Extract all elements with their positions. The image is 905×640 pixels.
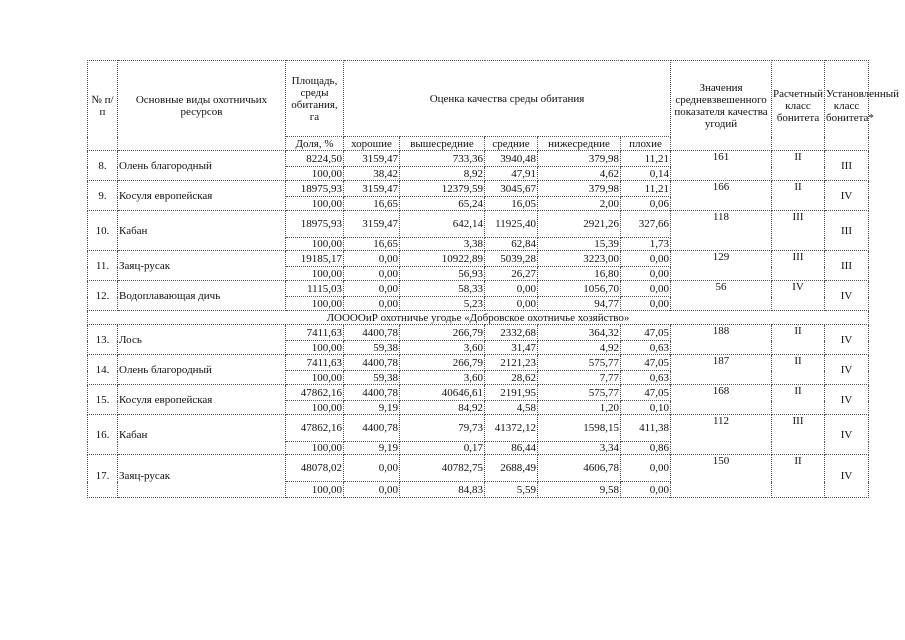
bonitet-table [87, 60, 900, 498]
quality-percent: 3,38 [400, 238, 485, 251]
quality-value: 3159,47 [344, 151, 400, 167]
row-area: 8224,50 [286, 151, 344, 167]
quality-percent: 0,17 [400, 442, 485, 455]
quality-percent: 47,91 [485, 167, 538, 181]
row-calc-class: III [772, 251, 825, 281]
row-share: 100,00 [286, 341, 344, 355]
row-weighted: 118 [671, 211, 772, 251]
row-species: Кабан [118, 415, 286, 455]
table-row [88, 211, 869, 238]
header-q2: вышесредние [400, 137, 485, 151]
table-row [88, 385, 869, 401]
quality-value: 379,98 [538, 151, 621, 167]
row-species: Заяц-русак [118, 251, 286, 281]
quality-percent: 9,19 [344, 442, 400, 455]
table-row [88, 355, 869, 371]
header-area: Площадь, среды обитания, га [286, 61, 344, 137]
row-num: 15. [88, 385, 118, 415]
row-set-class: III [825, 151, 869, 181]
header-q4: нижесредние [538, 137, 621, 151]
row-calc-class: II [772, 181, 825, 211]
quality-value: 11,21 [621, 181, 671, 197]
quality-percent: 5,59 [485, 482, 538, 498]
row-share: 100,00 [286, 238, 344, 251]
header-q1: хорошие [344, 137, 400, 151]
quality-value: 575,77 [538, 355, 621, 371]
quality-percent: 16,65 [344, 238, 400, 251]
table-row [88, 181, 869, 197]
table-row [88, 455, 869, 482]
quality-value: 1056,70 [538, 281, 621, 297]
quality-value: 2121,23 [485, 355, 538, 371]
quality-percent: 0,00 [344, 297, 400, 311]
quality-value: 79,73 [400, 415, 485, 442]
row-num: 10. [88, 211, 118, 251]
quality-percent: 0,63 [621, 341, 671, 355]
quality-value: 4400,78 [344, 415, 400, 442]
quality-value: 2921,26 [538, 211, 621, 238]
quality-percent: 0,10 [621, 401, 671, 415]
row-set-class: III [825, 211, 869, 251]
row-calc-class: II [772, 455, 825, 498]
quality-percent: 0,00 [621, 482, 671, 498]
table-row [88, 251, 869, 267]
row-area: 47862,16 [286, 385, 344, 401]
quality-value: 12379,59 [400, 181, 485, 197]
quality-percent: 1,73 [621, 238, 671, 251]
row-weighted: 129 [671, 251, 772, 281]
quality-value: 411,38 [621, 415, 671, 442]
row-weighted: 188 [671, 325, 772, 355]
row-weighted: 166 [671, 181, 772, 211]
quality-percent: 15,39 [538, 238, 621, 251]
quality-percent: 0,00 [344, 482, 400, 498]
row-area: 18975,93 [286, 211, 344, 238]
row-set-class: IV [825, 355, 869, 385]
row-area: 48078,02 [286, 455, 344, 482]
header-quality: Оценка качества среды обитания [344, 61, 671, 137]
quality-percent: 0,00 [621, 297, 671, 311]
quality-percent: 4,58 [485, 401, 538, 415]
row-area: 19185,17 [286, 251, 344, 267]
row-species: Заяц-русак [118, 455, 286, 498]
quality-value: 0,00 [621, 281, 671, 297]
quality-percent: 59,38 [344, 341, 400, 355]
quality-percent: 84,83 [400, 482, 485, 498]
table-row [88, 281, 869, 297]
header-calc-class: Расчетный класс бонитета [772, 61, 825, 151]
quality-value: 0,00 [344, 281, 400, 297]
header-q5: плохие [621, 137, 671, 151]
quality-value: 4606,78 [538, 455, 621, 482]
row-species: Олень благородный [118, 355, 286, 385]
row-share: 100,00 [286, 167, 344, 181]
row-calc-class: IV [772, 281, 825, 311]
row-weighted: 161 [671, 151, 772, 181]
quality-value: 733,36 [400, 151, 485, 167]
header-share: Доля, % [286, 137, 344, 151]
quality-percent: 0,00 [344, 267, 400, 281]
quality-percent: 59,38 [344, 371, 400, 385]
row-species: Кабан [118, 211, 286, 251]
table-row [88, 415, 869, 442]
quality-value: 47,05 [621, 355, 671, 371]
quality-value: 0,00 [485, 281, 538, 297]
quality-percent: 0,86 [621, 442, 671, 455]
quality-percent: 0,00 [621, 267, 671, 281]
quality-percent: 56,93 [400, 267, 485, 281]
section-title: ЛООООиР охотничье угодье «Добровское охотничье хозяйство» [88, 311, 869, 325]
quality-value: 3940,48 [485, 151, 538, 167]
row-species: Олень благородный [118, 151, 286, 181]
quality-value: 11,21 [621, 151, 671, 167]
quality-percent: 28,62 [485, 371, 538, 385]
quality-value: 4400,78 [344, 325, 400, 341]
quality-value: 47,05 [621, 385, 671, 401]
header-species: Основные виды охотничьих ресурсов [118, 61, 286, 151]
header-q3: средние [485, 137, 538, 151]
row-share: 100,00 [286, 442, 344, 455]
row-share: 100,00 [286, 197, 344, 211]
quality-value: 3159,47 [344, 181, 400, 197]
row-num: 8. [88, 151, 118, 181]
row-set-class: IV [825, 281, 869, 311]
row-weighted: 150 [671, 455, 772, 498]
row-area: 7411,63 [286, 355, 344, 371]
row-set-class: IV [825, 455, 869, 498]
row-species: Косуля европейская [118, 385, 286, 415]
quality-value: 266,79 [400, 355, 485, 371]
quality-value: 2332,68 [485, 325, 538, 341]
quality-percent: 16,80 [538, 267, 621, 281]
row-weighted: 168 [671, 385, 772, 415]
row-weighted: 112 [671, 415, 772, 455]
row-species: Водоплавающая дичь [118, 281, 286, 311]
quality-value: 3159,47 [344, 211, 400, 238]
row-calc-class: II [772, 385, 825, 415]
table-body [88, 61, 900, 498]
quality-percent: 4,92 [538, 341, 621, 355]
header-num: № п/п [88, 61, 118, 151]
quality-percent: 16,05 [485, 197, 538, 211]
quality-value: 327,66 [621, 211, 671, 238]
quality-value: 58,33 [400, 281, 485, 297]
quality-value: 10922,89 [400, 251, 485, 267]
quality-value: 575,77 [538, 385, 621, 401]
quality-percent: 62,84 [485, 238, 538, 251]
row-num: 14. [88, 355, 118, 385]
quality-value: 379,98 [538, 181, 621, 197]
row-calc-class: II [772, 325, 825, 355]
quality-value: 40782,75 [400, 455, 485, 482]
quality-percent: 9,19 [344, 401, 400, 415]
quality-percent: 1,20 [538, 401, 621, 415]
row-area: 1115,03 [286, 281, 344, 297]
quality-value: 0,00 [621, 251, 671, 267]
row-weighted: 56 [671, 281, 772, 311]
quality-value: 5039,28 [485, 251, 538, 267]
quality-percent: 38,42 [344, 167, 400, 181]
quality-percent: 2,00 [538, 197, 621, 211]
quality-percent: 65,24 [400, 197, 485, 211]
quality-percent: 3,60 [400, 371, 485, 385]
quality-value: 3045,67 [485, 181, 538, 197]
quality-value: 11925,40 [485, 211, 538, 238]
row-set-class: IV [825, 415, 869, 455]
quality-percent: 0,06 [621, 197, 671, 211]
row-calc-class: II [772, 355, 825, 385]
quality-value: 1598,15 [538, 415, 621, 442]
quality-percent: 31,47 [485, 341, 538, 355]
quality-value: 3223,00 [538, 251, 621, 267]
quality-value: 642,14 [400, 211, 485, 238]
quality-percent: 84,92 [400, 401, 485, 415]
row-area: 7411,63 [286, 325, 344, 341]
quality-percent: 7,77 [538, 371, 621, 385]
row-set-class: IV [825, 325, 869, 355]
quality-value: 266,79 [400, 325, 485, 341]
quality-value: 0,00 [344, 455, 400, 482]
quality-value: 364,32 [538, 325, 621, 341]
quality-percent: 3,60 [400, 341, 485, 355]
row-set-class: III [825, 251, 869, 281]
header-set-class: Установленный класс бонитета* [825, 61, 869, 151]
section-row [88, 311, 869, 325]
row-num: 9. [88, 181, 118, 211]
row-set-class: IV [825, 385, 869, 415]
quality-percent: 0,63 [621, 371, 671, 385]
table-row [88, 151, 869, 167]
row-num: 17. [88, 455, 118, 498]
quality-percent: 16,65 [344, 197, 400, 211]
quality-percent: 8,92 [400, 167, 485, 181]
row-share: 100,00 [286, 267, 344, 281]
row-species: Косуля европейская [118, 181, 286, 211]
quality-value: 0,00 [344, 251, 400, 267]
quality-percent: 9,58 [538, 482, 621, 498]
quality-value: 4400,78 [344, 385, 400, 401]
row-calc-class: III [772, 211, 825, 251]
row-calc-class: III [772, 415, 825, 455]
row-share: 100,00 [286, 401, 344, 415]
quality-percent: 86,44 [485, 442, 538, 455]
row-species: Лось [118, 325, 286, 355]
row-share: 100,00 [286, 297, 344, 311]
quality-value: 41372,12 [485, 415, 538, 442]
quality-percent: 0,14 [621, 167, 671, 181]
row-num: 12. [88, 281, 118, 311]
quality-value: 40646,61 [400, 385, 485, 401]
row-calc-class: II [772, 151, 825, 181]
quality-percent: 26,27 [485, 267, 538, 281]
row-share: 100,00 [286, 482, 344, 498]
header-weighted: Значения средневзвешенного показателя качества угодий [671, 61, 772, 151]
quality-value: 4400,78 [344, 355, 400, 371]
row-set-class: IV [825, 181, 869, 211]
table-row [88, 325, 869, 341]
header-row [88, 61, 869, 137]
row-area: 47862,16 [286, 415, 344, 442]
row-weighted: 187 [671, 355, 772, 385]
quality-percent: 3,34 [538, 442, 621, 455]
quality-percent: 4,62 [538, 167, 621, 181]
row-num: 11. [88, 251, 118, 281]
row-share: 100,00 [286, 371, 344, 385]
quality-percent: 0,00 [485, 297, 538, 311]
quality-percent: 5,23 [400, 297, 485, 311]
quality-value: 0,00 [621, 455, 671, 482]
row-num: 13. [88, 325, 118, 355]
quality-value: 2688,49 [485, 455, 538, 482]
quality-value: 47,05 [621, 325, 671, 341]
row-area: 18975,93 [286, 181, 344, 197]
quality-percent: 94,77 [538, 297, 621, 311]
quality-value: 2191,95 [485, 385, 538, 401]
row-num: 16. [88, 415, 118, 455]
